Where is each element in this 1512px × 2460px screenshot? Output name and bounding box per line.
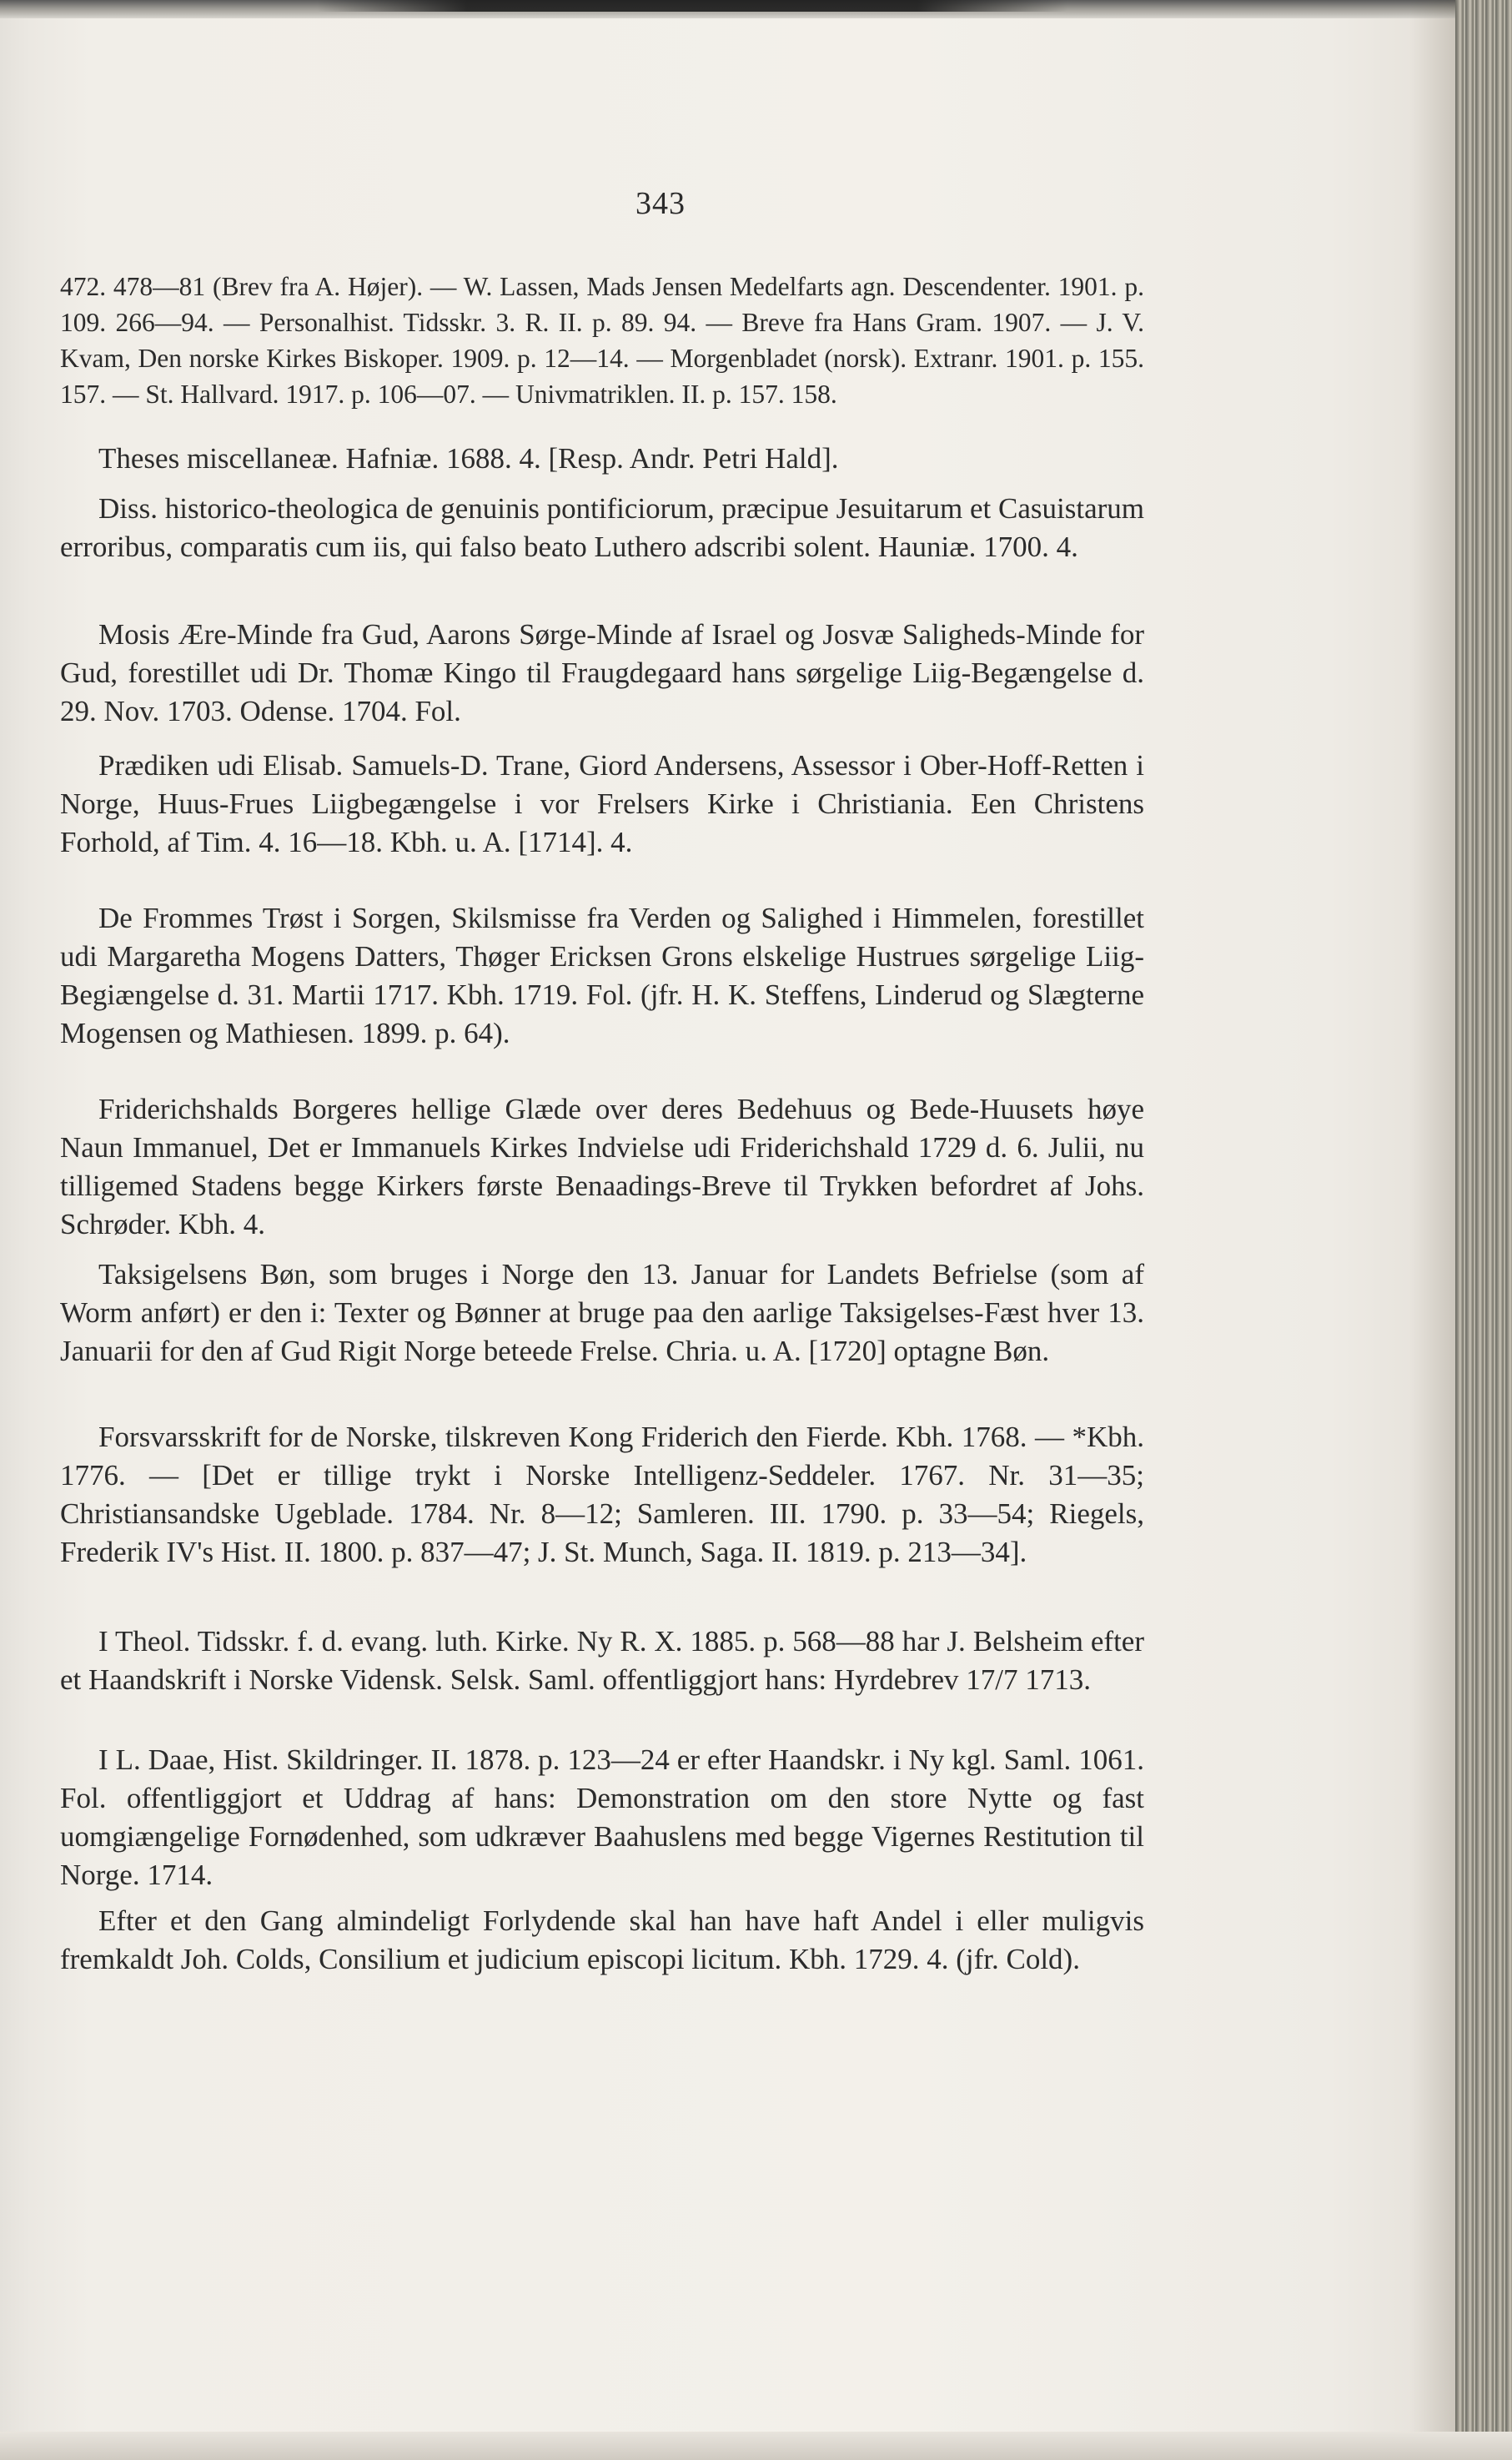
entry-theses bbox=[60, 440, 1144, 478]
page-number: 343 bbox=[635, 186, 686, 221]
entry-text: I Theol. Tidsskr. f. d. evang. luth. Kirke. Ny R. X. 1885. p. 568—88 har J. Belsheim efter et Haandskrift i Norske Vidensk. Selsk. Saml. offentliggjort hans: Hyrdebrev 17/7 1713. bbox=[60, 1625, 1144, 1696]
entry-theol-tidsskr bbox=[60, 1622, 1144, 1699]
entry-text: Forsvarsskrift for de Norske, tilskreven Kong Friderich den Fierde. Kbh. 1768. — *Kbh. 1776. — [Det er tillige trykt i Norske Intelligenz-Seddeler. 1767. Nr. 31—35; Christiansandske Ugeblade. 1784. Nr. 8—12; Samleren. III. 1790. p. 33—54; Riegels, Frederik IV's Hist. II. 1800. p. 837—47; J. St. Munch, Saga. II. 1819. p. 213—34]. bbox=[60, 1421, 1144, 1568]
entry-forsvarsskrift bbox=[60, 1418, 1144, 1572]
page-bottom-edge bbox=[0, 2432, 1512, 2460]
entry-frommes bbox=[60, 899, 1144, 1053]
entry-taksigelsens bbox=[60, 1255, 1144, 1371]
book-spine-edge bbox=[1455, 0, 1512, 2460]
entry-text: Friderichshalds Borgeres hellige Glæde over deres Bedehuus og Bede-Huusets høye Naun Immanuel, Det er Immanuels Kirkes Indvielse udi Friderichshald 1729 d. 6. Julii, nu tilligemed Stadens begge Kirkers første Benaadings-Breve til Trykken befordret af Johs. Schrøder. Kbh. 4. bbox=[60, 1093, 1144, 1240]
entry-text: I L. Daae, Hist. Skildringer. II. 1878. p. 123—24 er efter Haandskr. i Ny kgl. Saml. 1061. Fol. offentliggjort et Uddrag af hans: Demonstration om den store Nytte og fast uomgiængelige Fornødenhed, som udkræver Baahuslens med begge Vigernes Restitution til Norge. 1714. bbox=[60, 1743, 1144, 1891]
entry-friderichshalds bbox=[60, 1090, 1144, 1244]
entry-text: Taksigelsens Bøn, som bruges i Norge den 13. Januar for Landets Befrielse (som af Worm anført) er den i: Texter og Bønner at bruge paa den aarlige Taksigelses-Fæst hver 13. Januarii for den af Gud Rigit Norge beteede Frelse. Chria. u. A. [1720] optagne Bøn. bbox=[60, 1258, 1144, 1367]
entry-text: Efter et den Gang almindeligt Forlydende skal han have haft Andel i eller muligvis fremkaldt Joh. Colds, Consilium et judicium episcopi licitum. Kbh. 1729. 4. (jfr. Cold). bbox=[60, 1904, 1144, 1975]
entry-text: Mosis Ære-Minde fra Gud, Aarons Sørge-Minde af Israel og Josvæ Saligheds-Minde for Gud, forestillet udi Dr. Thomæ Kingo til Fraugdegaard hans sørgelige Liig-Begængelse d. 29. Nov. 1703. Odense. 1704. Fol. bbox=[60, 618, 1144, 727]
binding-shadow bbox=[1409, 0, 1459, 2460]
entry-text: Prædiken udi Elisab. Samuels-D. Trane, Giord Andersens, Assessor i Ober-Hoff-Retten i Norge, Huus-Frues Liigbegængelse i vor Frelsers Kirke i Christiania. Een Christens Forhold, af Tim. 4. 16—18. Kbh. u. A. [1714]. 4. bbox=[60, 749, 1144, 858]
entry-references-472 bbox=[60, 269, 1144, 412]
entry-text: Diss. historico-theologica de genuinis pontificiorum, præcipue Jesuitarum et Casuistarum erroribus, comparatis cum iis, qui falso beato Luthero adscribi solent. Hauniæ. 1700. 4. bbox=[60, 492, 1144, 563]
entry-mosis bbox=[60, 616, 1144, 731]
entry-text: Theses miscellaneæ. Hafniæ. 1688. 4. [Resp. Andr. Petri Hald]. bbox=[98, 442, 839, 475]
page-top-shadow bbox=[317, 0, 1067, 12]
entry-text: 472. 478—81 (Brev fra A. Højer). — W. Lassen, Mads Jensen Medelfarts agn. Descendenter. 1901. p. 109. 266—94. — Personalhist. Tidsskr. 3. R. II. p. 89. 94. — Breve fra Hans Gram. 1907. — J. V. Kvam, Den norske Kirkes Biskoper. 1909. p. 12—14. — Morgenbladet (norsk). Extranr. 1901. p. 155. 157. — St. Hallvard. 1917. p. 106—07. — Univmatriklen. II. p. 157. 158. bbox=[60, 272, 1144, 409]
entry-efter bbox=[60, 1902, 1144, 1979]
entry-praediken bbox=[60, 747, 1144, 862]
entry-daae bbox=[60, 1741, 1144, 1894]
entry-text: De Frommes Trøst i Sorgen, Skilsmisse fra Verden og Salighed i Himmelen, forestillet udi Margaretha Mogens Datters, Thøger Ericksen Grons elskelige Hustrues sørgelige Liig-Begiængelse d. 31. Martii 1717. Kbh. 1719. Fol. (jfr. H. K. Steffens, Linderud og Slægterne Mogensen og Mathiesen. 1899. p. 64). bbox=[60, 902, 1144, 1049]
entry-diss bbox=[60, 490, 1144, 566]
